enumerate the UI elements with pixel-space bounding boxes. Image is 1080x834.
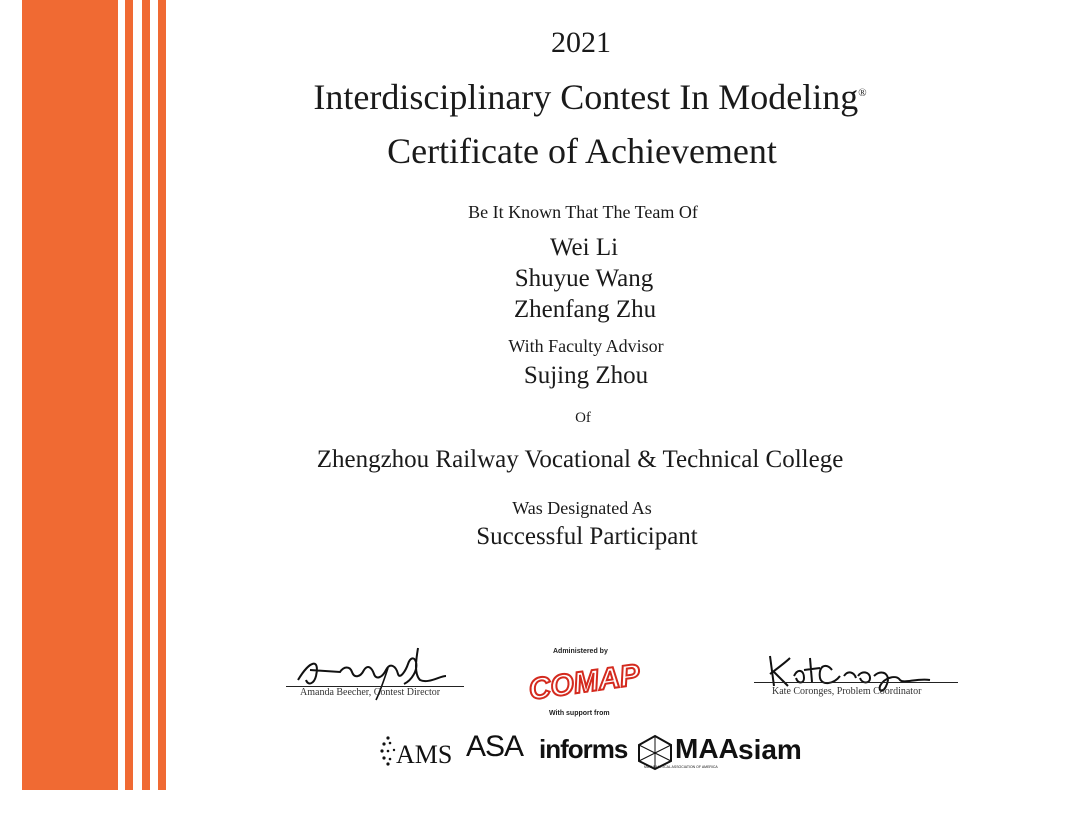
coordinator-signature-line: [754, 682, 958, 683]
informs-logo: [539, 734, 627, 765]
advisor-name: Sujing Zhou: [523, 362, 649, 389]
director-caption: Amanda Beecher, Contest Director: [300, 687, 441, 698]
informs-logo-text: informs: [539, 734, 628, 764]
coordinator-caption: Kate Coronges, Problem Coordinator: [772, 686, 922, 697]
border-stripe-1: [125, 0, 133, 790]
comap-logo: [526, 656, 642, 707]
team-member-2: Shuyue Wang: [514, 265, 654, 292]
team-member-1: Wei Li: [549, 234, 619, 261]
designation-label: Was Designated As: [512, 498, 652, 518]
ams-logo-text: AMS: [396, 740, 453, 769]
team-member-3: Zhenfang Zhu: [513, 296, 657, 323]
border-stripe-2: [142, 0, 150, 790]
administered-by-text: Administered by: [553, 648, 608, 655]
ams-logo: [378, 730, 458, 770]
border-stripe-3: [158, 0, 166, 790]
support-text: With support from: [549, 710, 610, 717]
contest-name-text: Interdisciplinary Contest In Modeling: [313, 77, 859, 117]
registered-mark: ®: [858, 87, 867, 99]
asa-logo: ASA: [466, 730, 524, 763]
siam-logo: siam: [738, 734, 802, 765]
certificate-year: 2021: [551, 26, 611, 59]
comap-logo-text: COMAP: [526, 658, 642, 707]
institution-name: Zhengzhou Railway Vocational & Technical College: [316, 446, 844, 473]
designation-award: Successful Participant: [476, 523, 698, 550]
maa-subtitle: MATHEMATICAL ASSOCIATION OF AMERICA: [644, 765, 718, 769]
border-stripe-wide: [22, 0, 118, 790]
of-label: Of: [575, 410, 591, 426]
certificate-title: Certificate of Achievement: [387, 131, 777, 171]
advisor-label: With Faculty Advisor: [508, 336, 664, 356]
contest-name: [313, 76, 866, 118]
intro-text: Be It Known That The Team Of: [468, 202, 698, 222]
maa-logo: MAA: [675, 733, 739, 764]
